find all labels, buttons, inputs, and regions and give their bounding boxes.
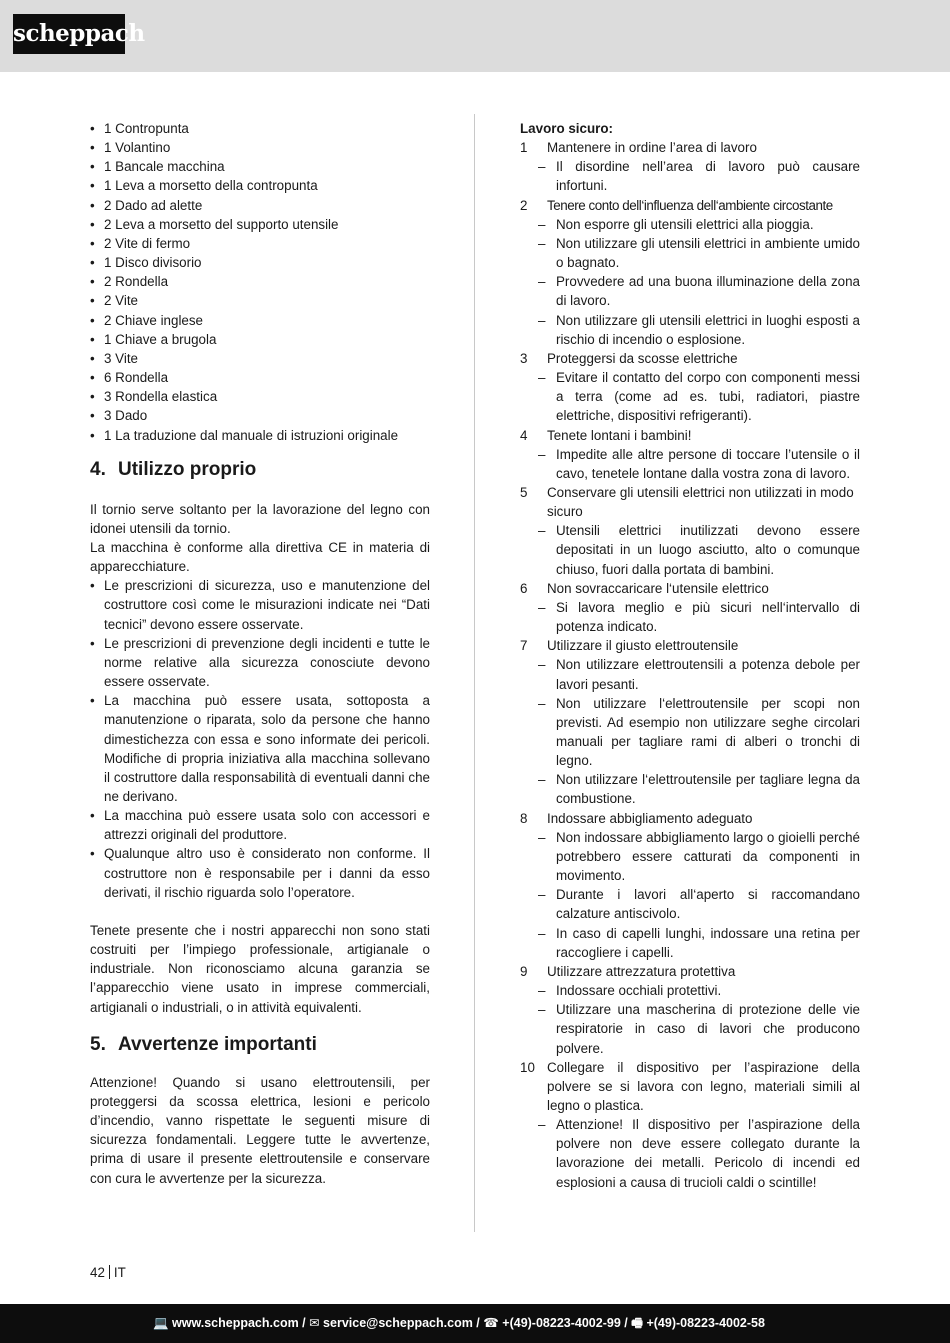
list-item: • Qualunque altro uso è considerato non conforme. Il costruttore non è responsabile per i danni da esso derivati, il rischio riguarda solo l’operatore. — [90, 846, 430, 900]
parts-list-item: • 2 Rondella — [90, 274, 169, 290]
safety-subitem: – Si lavora meglio e più sicuri nell‘intervallo di potenza indicato. — [538, 599, 860, 635]
safety-subitem: – Impedite alle altre persone di toccare l’utensile o il cavo, tenetele lontane dalla vostra zona di lavoro. — [538, 446, 860, 481]
safety-subitem: – Evitare il contatto del corpo con componenti messi a terra (come ad es. tubi, radiatori, piastre elettriche, dispositivi refrigeranti). — [538, 370, 860, 424]
parts-list-item: • 1 Bancale macchina — [90, 159, 225, 175]
safety-subitem: – Non utilizzare gli utensili elettrici in ambiente umido o bagnato. — [538, 235, 860, 271]
safe-work-heading: Lavoro sicuro: — [520, 121, 614, 136]
parts-list-item: • 6 Rondella — [90, 370, 169, 386]
safety-subitem: – Durante i lavori all‘aperto si raccomandano calzature antiscivolo. — [538, 887, 860, 922]
list-item: • Le prescrizioni di prevenzione degli incidenti e tutte le norme relative alla sicurezza conosciute devono essere osservate. — [90, 635, 430, 690]
scheppach-logo: scheppach — [13, 14, 125, 54]
safety-item: 8 Indossare abbigliamento adeguato — [520, 810, 753, 826]
contact-footer: 💻 www.scheppach.com / ✉ service@scheppach.com / ☎ +(49)-08223-4002-99 / 🖷 +(49)-08223-4002-58 — [0, 1304, 950, 1343]
section-4-ce-note: La macchina è conforme alla direttiva CE in materia di apparecchiature. — [90, 539, 430, 575]
right-column — [520, 119, 860, 1192]
section-4-intro: Il tornio serve soltanto per la lavorazione del legno con idonei utensili da tornio. — [90, 501, 430, 536]
parts-list — [90, 119, 430, 445]
safety-item: 10 Collegare il dispositivo per l’aspirazione della polvere se si lavora con legno, materiali simili al legno o plastica. — [520, 1059, 860, 1113]
parts-list-item: • 2 Vite — [90, 293, 138, 309]
parts-list-item: • 3 Vite — [90, 350, 138, 366]
parts-list-item: • 1 Leva a morsetto della contropunta — [90, 178, 318, 194]
safety-item: 9 Utilizzare attrezzatura protettiva — [520, 963, 736, 979]
list-item: • Le prescrizioni di sicurezza, uso e manutenzione del costruttore così come le misurazioni indicate nei “Dati tecnici” devono essere osservate. — [90, 578, 430, 632]
section-4-warranty-note: Tenete presente che i nostri apparecchi non sono stati costruiti per l’impiego professionale, artigianale o industriale. Non riconosciamo alcuna garanzia se l’apparecchio viene usato in imprese commerciali, artigianali o industriali, o in attività equivalenti. — [90, 922, 430, 1015]
parts-list-item: • 2 Chiave inglese — [90, 312, 204, 328]
safety-subitem: – Non indossare abbigliamento largo o gioielli perché potrebbero essere catturati da componenti in movimento. — [538, 829, 860, 884]
safety-item: 4 Tenete lontani i bambini! — [520, 427, 692, 443]
parts-list-item: • 3 Dado — [90, 408, 148, 424]
safety-subitem: – Non esporre gli utensili elettrici alla pioggia. — [538, 216, 814, 232]
safety-item: 5 Conservare gli utensili elettrici non utilizzati in modo sicuro — [520, 484, 854, 520]
safety-subitem: – Utensili elettrici inutilizzati devono essere depositati in un luogo asciutto, alto o comunque chiuso, fuori dalla portata di bambini. — [538, 523, 860, 577]
column-divider — [474, 114, 475, 1232]
safety-subitem: – Attenzione! Il dispositivo per l’aspirazione della polvere non deve essere collegato durante la lavorazione dei metalli. Pericolo di incendi ed esplosioni a causa di trucioli caldi o scintille! — [538, 1117, 860, 1190]
safety-item: 6 Non sovraccaricare l‘utensile elettrico — [520, 580, 769, 596]
safety-subitem: – In caso di capelli lunghi, indossare una retina per raccogliere i capelli. — [538, 925, 860, 960]
page-header — [0, 0, 950, 72]
list-item: • La macchina può essere usata solo con accessori e attrezzi originali del produttore. — [90, 808, 430, 843]
safety-subitem: – Il disordine nell’area di lavoro può causare infortuni. — [538, 159, 860, 194]
safety-item: 7 Utilizzare il giusto elettroutensile — [520, 638, 739, 654]
safety-subitem: – Utilizzare una mascherina di protezione delle vie respiratorie in caso di lavori che producono polvere. — [538, 1002, 860, 1056]
parts-list-item: • 1 Disco divisorio — [90, 255, 202, 271]
safety-item: 1 Mantenere in ordine l’area di lavoro — [520, 140, 757, 156]
safety-subitem: – Non utilizzare l‘elettroutensile per scopi non previsti. Ad esempio non utilizzare seghe circolari manuali per tagliare rami di alberi o tronchi di legno. — [538, 695, 860, 769]
parts-list-item: • 1 Chiave a brugola — [90, 331, 217, 347]
safety-subitem: – Indossare occhiali protettivi. — [538, 983, 722, 999]
safety-item: 2 Tenere conto dell‘influenza dell‘ambiente circostante — [520, 197, 833, 213]
section-4-heading: 4. Utilizzo proprio — [90, 458, 257, 480]
section-5-intro: Attenzione! Quando si usano elettroutensili, per proteggersi da scossa elettrica, lesioni e pericolo d’incendio, vanno rispettate le seguenti misure di sicurezza fondamentali. Leggere tutte le avvertenze, prima di usare il presente elettroutensile e conservare con cura le avvertenze per la sicurezza. — [90, 1074, 430, 1186]
parts-list-item: • 1 Volantino — [90, 140, 171, 156]
page-number: 42 IT — [90, 1265, 126, 1280]
safety-item: 3 Proteggersi da scosse elettriche — [520, 350, 738, 366]
parts-list-item: • 1 Contropunta — [90, 121, 189, 136]
section-4-bullets — [90, 576, 430, 902]
parts-list-item: • 3 Rondella elastica — [90, 389, 218, 405]
parts-list-item: • 2 Vite di fermo — [90, 235, 191, 251]
parts-list-item: • 2 Leva a morsetto del supporto utensile — [90, 216, 339, 232]
safety-subitem: – Non utilizzare gli utensili elettrici in luoghi esposti a rischio di incendio o esplosione. — [538, 312, 860, 347]
parts-list-item: • 2 Dado ad alette — [90, 197, 203, 213]
safety-subitem: – Provvedere ad una buona illuminazione della zona di lavoro. — [538, 274, 860, 309]
list-item: • La macchina può essere usata, sottoposta a manutenzione o riparata, solo da persone che hanno dimestichezza con essa e sono informate dei pericoli. Modifiche di propria iniziativa alla macchina sollevano il costruttore dalla responsabilità di eventuali danni che ne derivano. — [90, 693, 430, 804]
left-column — [90, 119, 430, 1188]
safety-subitem: – Non utilizzare l‘elettroutensile per tagliare legna da combustione. — [538, 772, 860, 807]
section-5-heading: 5. Avvertenze importanti — [90, 1033, 317, 1055]
parts-list-item: • 1 La traduzione dal manuale di istruzioni originale — [90, 427, 399, 443]
safety-subitem: – Non utilizzare elettroutensili a potenza debole per lavori pesanti. — [538, 657, 860, 692]
